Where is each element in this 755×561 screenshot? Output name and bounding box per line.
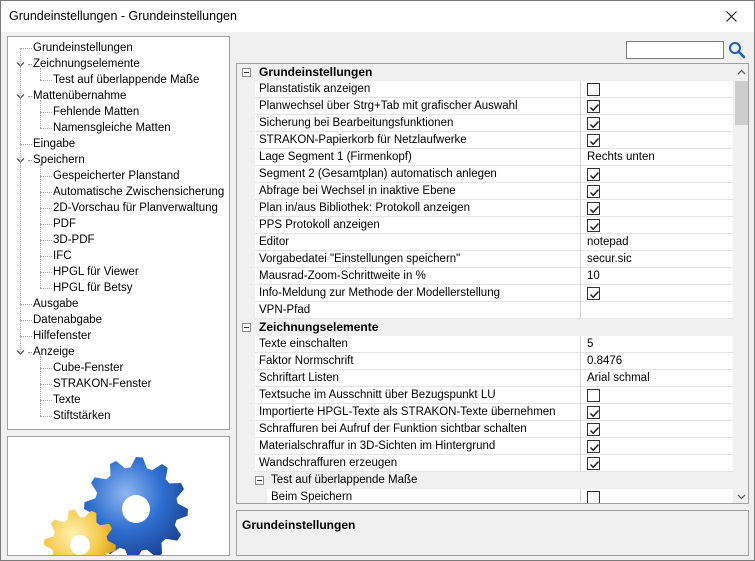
- checkbox[interactable]: [587, 406, 600, 419]
- checkbox[interactable]: [587, 219, 600, 232]
- checkmark-icon: [589, 187, 600, 198]
- tree-item-label: Fehlende Matten: [53, 106, 140, 118]
- tree-item-label: HPGL für Viewer: [53, 266, 139, 278]
- property-name: VPN-Pfad: [255, 302, 581, 319]
- property-row[interactable]: [237, 285, 733, 302]
- property-row[interactable]: [237, 268, 733, 285]
- tree-connector: [40, 384, 52, 385]
- checkmark-icon: [589, 221, 600, 232]
- row-gutter: [237, 234, 255, 251]
- checkmark-icon: [589, 136, 600, 147]
- property-name: Wandschraffuren erzeugen: [255, 455, 581, 472]
- property-value[interactable]: Rechts unten: [581, 149, 733, 166]
- tree-item-label: Automatische Zwischensicherung: [53, 186, 225, 198]
- tree-item-label: Ausgabe: [33, 298, 79, 310]
- tree-item[interactable]: [8, 200, 229, 216]
- property-value[interactable]: 10: [581, 268, 733, 285]
- row-gutter: [237, 81, 255, 98]
- checkbox[interactable]: [587, 185, 600, 198]
- property-name: Vorgabedatei "Einstellungen speichern": [255, 251, 581, 268]
- checkbox[interactable]: [587, 83, 600, 96]
- checkbox[interactable]: [587, 423, 600, 436]
- tree-connector: [40, 240, 52, 241]
- tree-item[interactable]: [8, 376, 229, 392]
- row-gutter: [237, 200, 255, 217]
- tree-item-label: Test auf überlappende Maße: [53, 74, 200, 86]
- window-title: Grundeinstellungen - Grundeinstellungen: [9, 9, 237, 23]
- property-name: Schraffuren bei Aufruf der Funktion sichtbar schalten: [255, 421, 581, 438]
- category-label: Test auf überlappende Maße: [271, 474, 418, 486]
- tree-connector: [40, 356, 41, 416]
- tree-item[interactable]: [8, 280, 229, 296]
- row-gutter: [237, 353, 255, 370]
- checkmark-icon: [589, 408, 600, 419]
- tree-item[interactable]: [8, 328, 229, 344]
- checkbox[interactable]: [587, 117, 600, 130]
- tree-item-label: Anzeige: [33, 346, 75, 358]
- tree-item-label: 2D-Vorschau für Planverwaltung: [53, 202, 218, 214]
- checkmark-icon: [589, 459, 600, 470]
- tree-item[interactable]: [8, 264, 229, 280]
- tree-item-label: Eingabe: [33, 138, 76, 150]
- row-gutter: [237, 302, 255, 319]
- property-name: Mausrad-Zoom-Schrittweite in %: [255, 268, 581, 285]
- close-icon: [726, 11, 737, 22]
- tree-item[interactable]: [8, 120, 229, 136]
- checkbox[interactable]: [587, 100, 600, 113]
- tree-item-label: Namensgleiche Matten: [53, 122, 171, 134]
- property-name: PPS Protokoll anzeigen: [255, 217, 581, 234]
- close-button[interactable]: [708, 1, 754, 32]
- tree-item-label: HPGL für Betsy: [53, 282, 133, 294]
- checkmark-icon: [589, 442, 600, 453]
- property-subcategory[interactable]: [237, 472, 733, 489]
- property-name: Textsuche im Ausschnitt über Bezugspunkt LU: [255, 387, 581, 404]
- property-checkbox-cell[interactable]: [581, 115, 733, 132]
- property-name: STRAKON-Papierkorb für Netzlaufwerke: [255, 132, 581, 149]
- tree-connector: [28, 160, 32, 161]
- property-checkbox-cell[interactable]: [581, 98, 733, 115]
- tree-connector: [40, 416, 52, 417]
- tree-connector: [40, 80, 52, 81]
- property-grid[interactable]: [236, 63, 749, 504]
- grid-scrollbar[interactable]: [733, 64, 749, 504]
- property-name: Beim Speichern: [267, 489, 581, 504]
- property-name: Abfrage bei Wechsel in inaktive Ebene: [255, 183, 581, 200]
- property-row[interactable]: [237, 370, 733, 387]
- tree-item[interactable]: [8, 104, 229, 120]
- row-gutter: [237, 268, 255, 285]
- property-checkbox-cell[interactable]: [581, 438, 733, 455]
- property-row[interactable]: [237, 81, 733, 98]
- tree-item-label: Speichern: [33, 154, 85, 166]
- tree-item[interactable]: [8, 408, 229, 424]
- description-panel: [236, 510, 749, 556]
- property-checkbox-cell[interactable]: [581, 489, 733, 504]
- property-checkbox-cell[interactable]: [581, 132, 733, 149]
- gear-image-panel: [7, 436, 230, 556]
- row-gutter: [237, 285, 255, 302]
- tree-item-label: PDF: [53, 218, 76, 230]
- row-gutter: [237, 455, 255, 472]
- property-row[interactable]: [237, 251, 733, 268]
- tree-item-label: Stiftstärken: [53, 410, 111, 422]
- tree-connector: [20, 336, 32, 337]
- tree-item-label: Mattenübernahme: [33, 90, 127, 102]
- property-row[interactable]: [237, 489, 733, 504]
- category-label: Grundeinstellungen: [259, 65, 373, 79]
- tree-connector: [28, 352, 32, 353]
- tree-item[interactable]: [8, 392, 229, 408]
- property-name: Planwechsel über Strg+Tab mit grafischer Auswahl: [255, 98, 581, 115]
- tree-item[interactable]: [8, 232, 229, 248]
- property-row[interactable]: [237, 336, 733, 353]
- tree-connector: [40, 68, 41, 80]
- tree-connector: [40, 288, 52, 289]
- property-row[interactable]: [237, 421, 733, 438]
- property-row[interactable]: [237, 438, 733, 455]
- property-row[interactable]: [237, 200, 733, 217]
- checkmark-icon: [589, 425, 600, 436]
- chevron-down-icon: [733, 488, 749, 504]
- title-bar: [1, 1, 754, 32]
- property-checkbox-cell[interactable]: [581, 217, 733, 234]
- tree-connector: [40, 256, 52, 257]
- checkmark-icon: [589, 102, 600, 113]
- tree-connector: [20, 320, 32, 321]
- property-checkbox-cell[interactable]: [581, 183, 733, 200]
- collapse-icon[interactable]: [242, 323, 251, 332]
- property-name: Materialschraffur in 3D-Sichten im Hintergrund: [255, 438, 581, 455]
- tree-item[interactable]: [8, 360, 229, 376]
- property-name: Segment 2 (Gesamtplan) automatisch anlegen: [255, 166, 581, 183]
- property-row[interactable]: [237, 132, 733, 149]
- row-gutter: [237, 166, 255, 183]
- tree-connector: [40, 100, 41, 128]
- property-value[interactable]: 0.8476: [581, 353, 733, 370]
- tree-connector: [40, 176, 52, 177]
- tree-item[interactable]: [8, 88, 229, 104]
- property-row[interactable]: [237, 404, 733, 421]
- row-gutter: [237, 421, 255, 438]
- collapse-icon[interactable]: [255, 476, 264, 485]
- tree-item-label: Hilfefenster: [33, 330, 92, 342]
- property-name: Plan in/aus Bibliothek: Protokoll anzeigen: [255, 200, 581, 217]
- tree-connector: [40, 164, 41, 288]
- property-value[interactable]: Arial schmal: [581, 370, 733, 387]
- property-row[interactable]: [237, 149, 733, 166]
- property-row[interactable]: [237, 302, 733, 319]
- property-name: Sicherung bei Bearbeitungsfunktionen: [255, 115, 581, 132]
- tree-item-label: IFC: [53, 250, 72, 262]
- checkbox[interactable]: [587, 134, 600, 147]
- collapse-icon[interactable]: [242, 68, 251, 77]
- property-checkbox-cell[interactable]: [581, 421, 733, 438]
- property-row[interactable]: [237, 234, 733, 251]
- tree-connector: [40, 112, 52, 113]
- property-name: Schriftart Listen: [255, 370, 581, 387]
- checkbox[interactable]: [587, 168, 600, 181]
- row-gutter: [237, 115, 255, 132]
- property-value[interactable]: secur.sic: [581, 251, 733, 268]
- tree-connector: [20, 48, 21, 352]
- property-row[interactable]: [237, 183, 733, 200]
- row-gutter: [237, 489, 267, 504]
- property-value[interactable]: 5: [581, 336, 733, 353]
- property-checkbox-cell[interactable]: [581, 285, 733, 302]
- property-name: Info-Meldung zur Methode der Modellerstellung: [255, 285, 581, 302]
- tree-item-label: Grundeinstellungen: [33, 42, 133, 54]
- row-gutter: [237, 98, 255, 115]
- property-row[interactable]: [237, 115, 733, 132]
- tree-item[interactable]: [8, 248, 229, 264]
- tree-item[interactable]: [8, 168, 229, 184]
- tree-connector: [28, 96, 32, 97]
- tree-connector: [20, 304, 32, 305]
- row-gutter: [237, 404, 255, 421]
- tree-item-label: STRAKON-Fenster: [53, 378, 152, 390]
- checkbox[interactable]: [587, 491, 600, 504]
- scroll-down-button[interactable]: [733, 488, 749, 504]
- tree-item[interactable]: [8, 56, 229, 72]
- search-input[interactable]: [626, 41, 724, 59]
- tree-item[interactable]: [8, 184, 229, 200]
- checkbox[interactable]: [587, 389, 600, 402]
- tree-connector: [20, 144, 32, 145]
- checkmark-icon: [589, 204, 600, 215]
- scroll-up-button[interactable]: [733, 64, 749, 81]
- tree-connector: [20, 48, 32, 49]
- checkmark-icon: [589, 170, 600, 181]
- tree-item[interactable]: [8, 312, 229, 328]
- property-name: Lage Segment 1 (Firmenkopf): [255, 149, 581, 166]
- category-label: Zeichnungselemente: [259, 320, 379, 334]
- row-gutter: [237, 370, 255, 387]
- tree-item-label: Cube-Fenster: [53, 362, 124, 374]
- property-checkbox-cell[interactable]: [581, 404, 733, 421]
- tree-item[interactable]: [8, 216, 229, 232]
- row-gutter: [237, 217, 255, 234]
- tree-item-label: Texte: [53, 394, 81, 406]
- tree-item-label: 3D-PDF: [53, 234, 95, 246]
- property-name: Importierte HPGL-Texte als STRAKON-Texte übernehmen: [255, 404, 581, 421]
- property-category[interactable]: [237, 319, 733, 336]
- tree-connector: [40, 224, 52, 225]
- checkmark-icon: [589, 119, 600, 130]
- tree-item-label: Datenabgabe: [33, 314, 103, 326]
- tree-connector: [40, 400, 52, 401]
- tree-connector: [40, 128, 52, 129]
- property-name: Faktor Normschrift: [255, 353, 581, 370]
- property-checkbox-cell[interactable]: [581, 166, 733, 183]
- property-value[interactable]: [581, 302, 733, 319]
- property-name: Texte einschalten: [255, 336, 581, 353]
- search-icon: [728, 40, 746, 60]
- tree-connector: [40, 272, 52, 273]
- tree-connector: [40, 368, 52, 369]
- scroll-thumb[interactable]: [735, 81, 748, 125]
- tree-item-label: Gespeicherter Planstand: [53, 170, 180, 182]
- row-gutter: [237, 132, 255, 149]
- property-row[interactable]: [237, 455, 733, 472]
- tree-connector: [28, 64, 32, 65]
- property-value[interactable]: notepad: [581, 234, 733, 251]
- row-gutter: [237, 336, 255, 353]
- property-checkbox-cell[interactable]: [581, 81, 733, 98]
- checkmark-icon: [589, 289, 600, 300]
- tree-item[interactable]: [8, 344, 229, 360]
- property-name: Editor: [255, 234, 581, 251]
- tree-item[interactable]: [8, 136, 229, 152]
- tree-connector: [40, 208, 52, 209]
- property-row[interactable]: [237, 98, 733, 115]
- tree-item[interactable]: [8, 152, 229, 168]
- row-gutter: [237, 149, 255, 166]
- row-gutter: [237, 251, 255, 268]
- gears-icon: [8, 437, 229, 555]
- checkbox[interactable]: [587, 457, 600, 470]
- property-row[interactable]: [237, 353, 733, 370]
- tree-item-label: Zeichnungselemente: [33, 58, 140, 70]
- search-button[interactable]: [728, 40, 746, 60]
- row-gutter: [237, 387, 255, 404]
- tree-item[interactable]: [8, 72, 229, 88]
- category-tree[interactable]: [7, 36, 230, 430]
- tree-item[interactable]: [8, 296, 229, 312]
- checkbox[interactable]: [587, 440, 600, 453]
- property-checkbox-cell[interactable]: [581, 200, 733, 217]
- row-gutter: [237, 183, 255, 200]
- property-name: Planstatistik anzeigen: [255, 81, 581, 98]
- checkbox[interactable]: [587, 287, 600, 300]
- property-row[interactable]: [237, 166, 733, 183]
- property-row[interactable]: [237, 217, 733, 234]
- property-checkbox-cell[interactable]: [581, 455, 733, 472]
- tree-item[interactable]: [8, 40, 229, 56]
- chevron-up-icon: [733, 64, 749, 81]
- property-checkbox-cell[interactable]: [581, 387, 733, 404]
- property-category[interactable]: [237, 64, 733, 81]
- description-title: Grundeinstellungen: [242, 518, 356, 532]
- checkbox[interactable]: [587, 202, 600, 215]
- tree-connector: [40, 192, 52, 193]
- property-row[interactable]: [237, 387, 733, 404]
- row-gutter: [237, 438, 255, 455]
